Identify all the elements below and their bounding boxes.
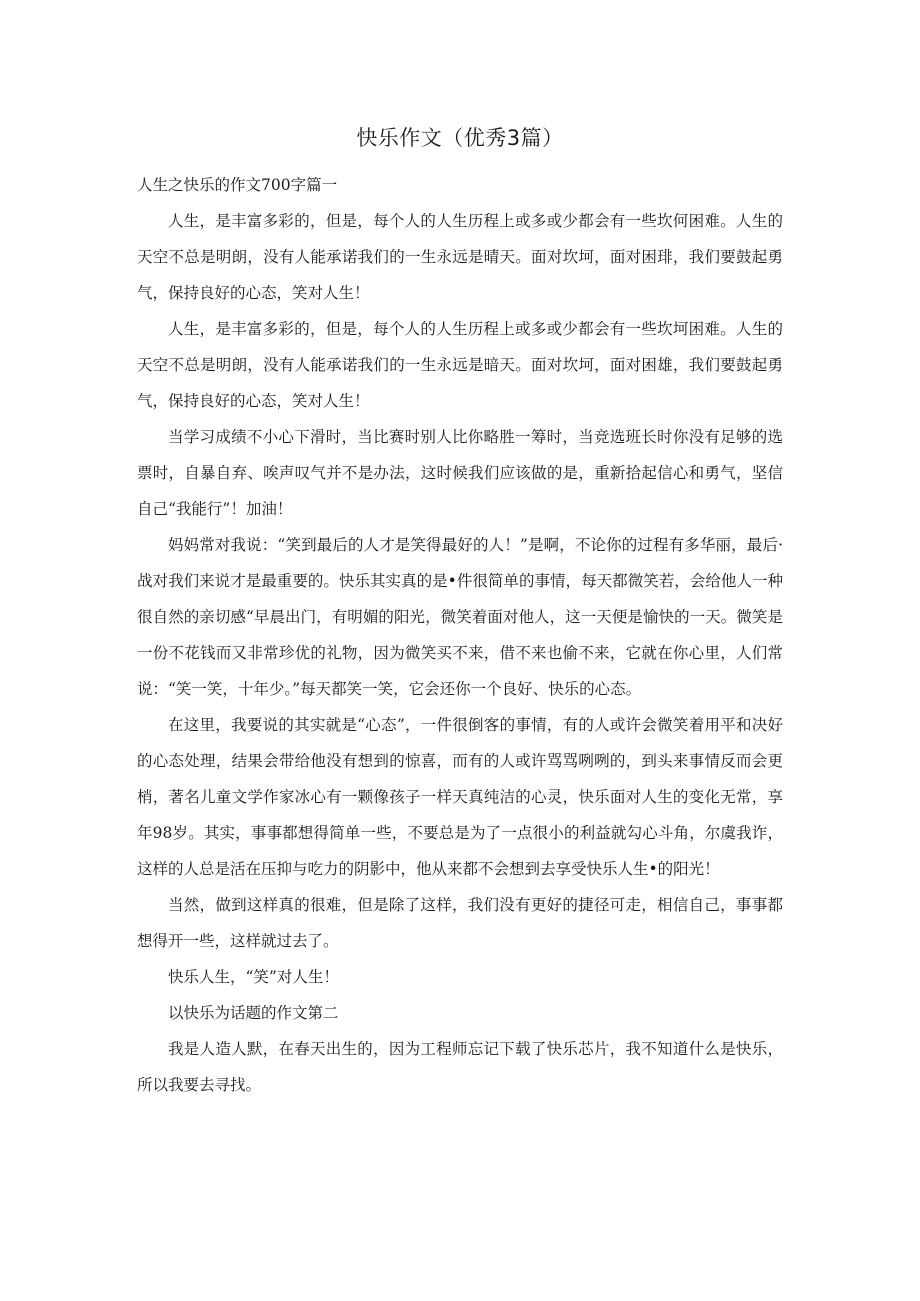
paragraph-1: 人生，是丰富多彩的，但是，每个人的人生历程上或多或少都会有一些坎何困难。人生的天空不总是明朗，没有人能承诺我们的一生永远是晴天。面对坎坷，面对困琲，我们要鼓起勇气，保持良好的心态，笑对人生！ [137,212,783,302]
section-heading: 人生之快乐的作文700字篇一 [137,176,338,194]
paragraph-2: 人生，是丰富多彩的，但是，每个人的人生历程上或多或少都会有一些坎坷困难。人生的天空不总是明朗，没有人能承诺我们的一生永远是暗天。面对坎坷，面对困雄，我们要鼓起勇气，保持良好的心态，笑对人生！ [137,320,783,410]
document-body [137,203,783,1103]
paragraph-5: 在这里，我要说的其实就是“心态”，一件很倒客的事情，有的人或许会微笑着用平和决好的心态处理，结果会带给他没有想到的惊喜，而有的人或许骂骂咧咧的，到头来事情反而会更梢，著名儿童文学作家冰心有一颗像孩子一样天真纯洁的心灵，快乐面对人生的变化无常，享年98岁。其实，事事都想得简单一些，不要总是为了一点很小的利益就勾心斗角，尔虞我诈，这样的人总是活在压抑与吃力的阴影中，他从来都不会想到去享受快乐人生•的阳光！ [137,716,783,878]
paragraph-7: 快乐人生，“笑”对人生！ [168,968,339,986]
paragraph-6: 当然，做到这样真的很难，但是除了这样，我们没有更好的捷径可走，相信自己，事事都想得开一些，这样就过去了。 [137,896,783,950]
paragraph-3: 当学习成绩不小心下滑时，当比赛时别人比你略胜一筹时，当竞选班长时你没有足够的选票时，自暴自弃、唉声叹气并不是办法，这时候我们应该做的是，重新拾起信心和勇气，坚信自己“我能行”！加油！ [137,428,783,518]
document-title: 快乐作文（优秀3篇） [356,126,564,150]
paragraph-4: 妈妈常对我说：“笑到最后的人才是笑得最好的人！”是啊，不论你的过程有多华丽，最后·战对我们来说才是最重要的。快乐其实真的是•件很简单的事情，每天都微笑若，会给他人一种很自然的亲切感“早晨出门，有明媚的阳光，微笑着面对他人，这一天便是愉快的一天。微笑是一份不花钱而又非常珍优的礼物，因为微笑买不来，借不来也偷不来，它就在你心里，人们常说：“笑一笑，十年少。”每天都笑一笑，它会还你一个良好、快乐的心态。 [137,536,783,698]
section-heading-2: 以快乐为话题的作文第二 [168,1004,339,1022]
paragraph-8: 我是人造人默，在春天出生的，因为工程师忘记下载了快乐芯片，我不知道什么是快乐，所以我要去寻找。 [137,1040,783,1094]
